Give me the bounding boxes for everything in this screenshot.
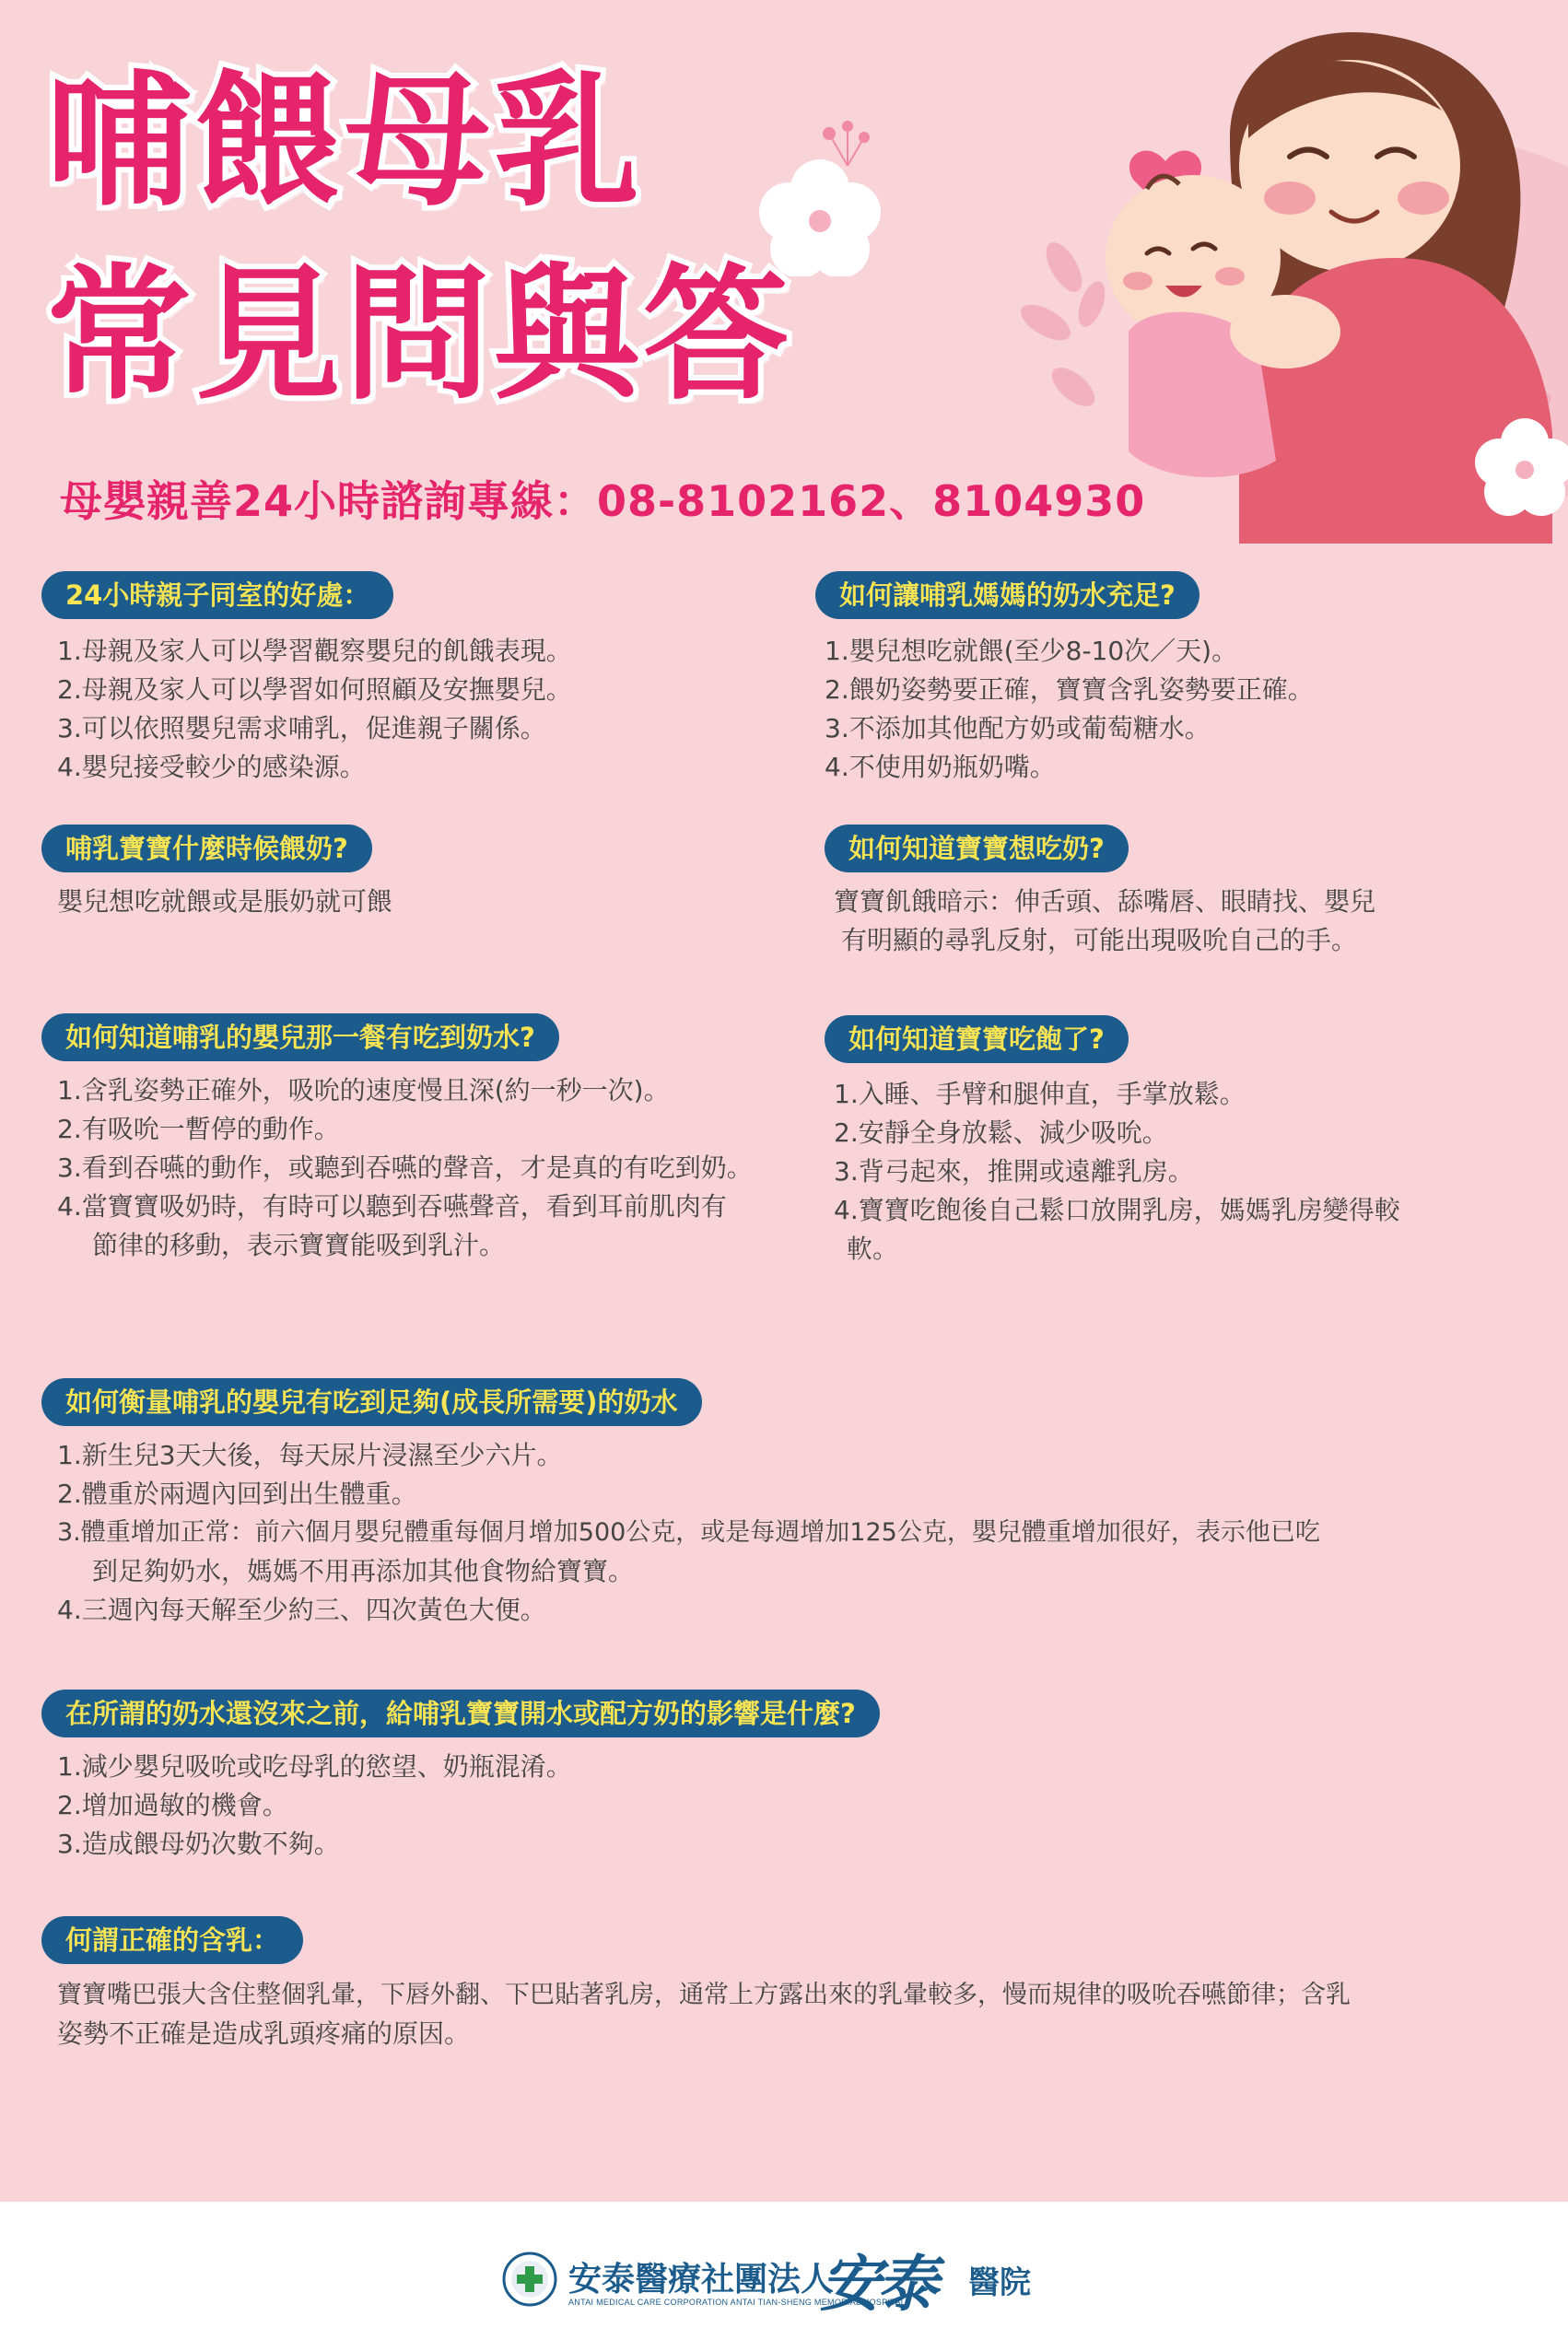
list-item: 姿勢不正確是造成乳頭疼痛的原因。 (57, 2018, 471, 2049)
section-body-full (834, 1075, 1400, 1269)
list-item: 1.母親及家人可以學習觀察嬰兒的飢餓表現。 (57, 636, 572, 666)
list-item: 1.含乳姿勢正確外，吸吮的速度慢且深(約一秒一次)。 (57, 1075, 670, 1105)
hotline-text: 母嬰親善24小時諮詢專線：08-8102162、8104930 (60, 476, 1146, 526)
section-heading-milk-supply: 如何讓哺乳媽媽的奶水充足? (815, 571, 1199, 619)
brand-script: 安泰 (820, 2248, 934, 2320)
section-body-got-milk (57, 1071, 753, 1265)
section-heading-when-to-feed: 哺乳寶寶什麼時候餵奶? (41, 825, 372, 872)
list-item: 2.增加過敏的機會。 (57, 1790, 288, 1820)
section-heading-enough-milk: 如何衡量哺乳的嬰兒有吃到足夠(成長所需要)的奶水 (41, 1378, 702, 1426)
list-item: 3.體重增加正常：前六個月嬰兒體重每個月增加500公克，或是每週增加125公克，嬰兒體重增加很好，表示他已吃 (57, 1518, 1320, 1547)
org-english-name: ANTAI MEDICAL CARE CORPORATION ANTAI TIAN-SHENG MEMORIAL HOSPITAL (568, 2298, 907, 2307)
section-body-before-milk (57, 1748, 572, 1864)
section-body-hunger-cues (834, 883, 1375, 960)
section-body-when-to-feed (57, 883, 392, 921)
list-item: 2.體重於兩週內回到出生體重。 (57, 1479, 417, 1509)
list-item: 1.減少嬰兒吸吮或吃母乳的慾望、奶瓶混淆。 (57, 1751, 572, 1782)
list-item: 1.新生兒3天大後，每天尿片浸濕至少六片。 (57, 1440, 563, 1470)
list-item: 2.有吸吮一暫停的動作。 (57, 1114, 340, 1144)
list-item: 1.入睡、手臂和腿伸直，手掌放鬆。 (834, 1079, 1246, 1109)
list-item: 3.看到吞嚥的動作，或聽到吞嚥的聲音，才是真的有吃到奶。 (57, 1152, 753, 1183)
list-item: 2.餵奶姿勢要正確，寶寶含乳姿勢要正確。 (825, 674, 1314, 705)
org-name: 安泰醫療社團法人 (568, 2260, 835, 2298)
list-item: 3.造成餵母奶次數不夠。 (57, 1829, 340, 1859)
section-heading-got-milk: 如何知道哺乳的嬰兒那一餐有吃到奶水? (41, 1013, 559, 1061)
list-item: 2.安靜全身放鬆、減少吸吮。 (834, 1117, 1168, 1148)
list-item: 2.母親及家人可以學習如何照顧及安撫嬰兒。 (57, 674, 572, 705)
section-heading-full: 如何知道寶寶吃飽了? (825, 1015, 1129, 1063)
sprig-icon (811, 115, 884, 170)
list-item: 寶寶飢餓暗示：伸舌頭、舔嘴唇、眼睛找、嬰兒 (834, 886, 1376, 917)
list-item: 4.不使用奶瓶奶嘴。 (825, 752, 1056, 782)
list-item: 有明顯的尋乳反射，可能出現吸吮自己的手。 (841, 925, 1358, 955)
list-item: 4.三週內每天解至少約三、四次黃色大便。 (57, 1595, 546, 1625)
list-item: 3.不添加其他配方奶或葡萄糖水。 (825, 713, 1211, 743)
brand-tail: 醫院 (968, 2264, 1031, 2301)
section-heading-hunger-cues: 如何知道寶寶想吃奶? (825, 825, 1129, 872)
section-body-correct-latch (57, 1976, 1351, 2053)
list-item: 4.寶寶吃飽後自己鬆口放開乳房，媽媽乳房變得較 (834, 1195, 1400, 1225)
hospital-logo (502, 2240, 1073, 2323)
page-title-line2: 常見問與答 (46, 251, 792, 420)
list-item: 軟。 (847, 1234, 899, 1264)
section-body-milk-supply (825, 632, 1314, 787)
page-title-line1: 哺餵母乳 (46, 57, 643, 227)
section-body-rooming-in (57, 632, 572, 787)
section-heading-rooming-in: 24小時親子同室的好處： (41, 571, 393, 619)
list-item: 到足夠奶水，媽媽不用再添加其他食物給寶寶。 (92, 1556, 635, 1586)
list-item: 嬰兒想吃就餵或是脹奶就可餵 (57, 886, 393, 917)
list-item: 3.背弓起來，推開或遠離乳房。 (834, 1156, 1194, 1187)
list-item: 1.嬰兒想吃就餵(至少8-10次／天)。 (825, 636, 1238, 666)
section-heading-correct-latch: 何謂正確的含乳： (41, 1916, 303, 1964)
list-item: 節律的移動，表示寶寶能吸到乳汁。 (92, 1230, 506, 1260)
list-item: 4.嬰兒接受較少的感染源。 (57, 752, 366, 782)
mother-baby-illustration (1009, 28, 1568, 544)
section-heading-before-milk: 在所謂的奶水還沒來之前，給哺乳寶寶開水或配方奶的影響是什麼? (41, 1690, 880, 1737)
list-item: 寶寶嘴巴張大含住整個乳暈，下唇外翻、下巴貼著乳房，通常上方露出來的乳暈較多，慢而規律的吸吮吞嚥節律；含乳 (57, 1981, 1351, 2009)
list-item: 4.當寶寶吸奶時，有時可以聽到吞嚥聲音，看到耳前肌肉有 (57, 1191, 727, 1222)
list-item: 3.可以依照嬰兒需求哺乳，促進親子關係。 (57, 713, 546, 743)
hospital-emblem-icon (502, 2252, 557, 2307)
section-body-enough-milk (57, 1436, 1320, 1630)
